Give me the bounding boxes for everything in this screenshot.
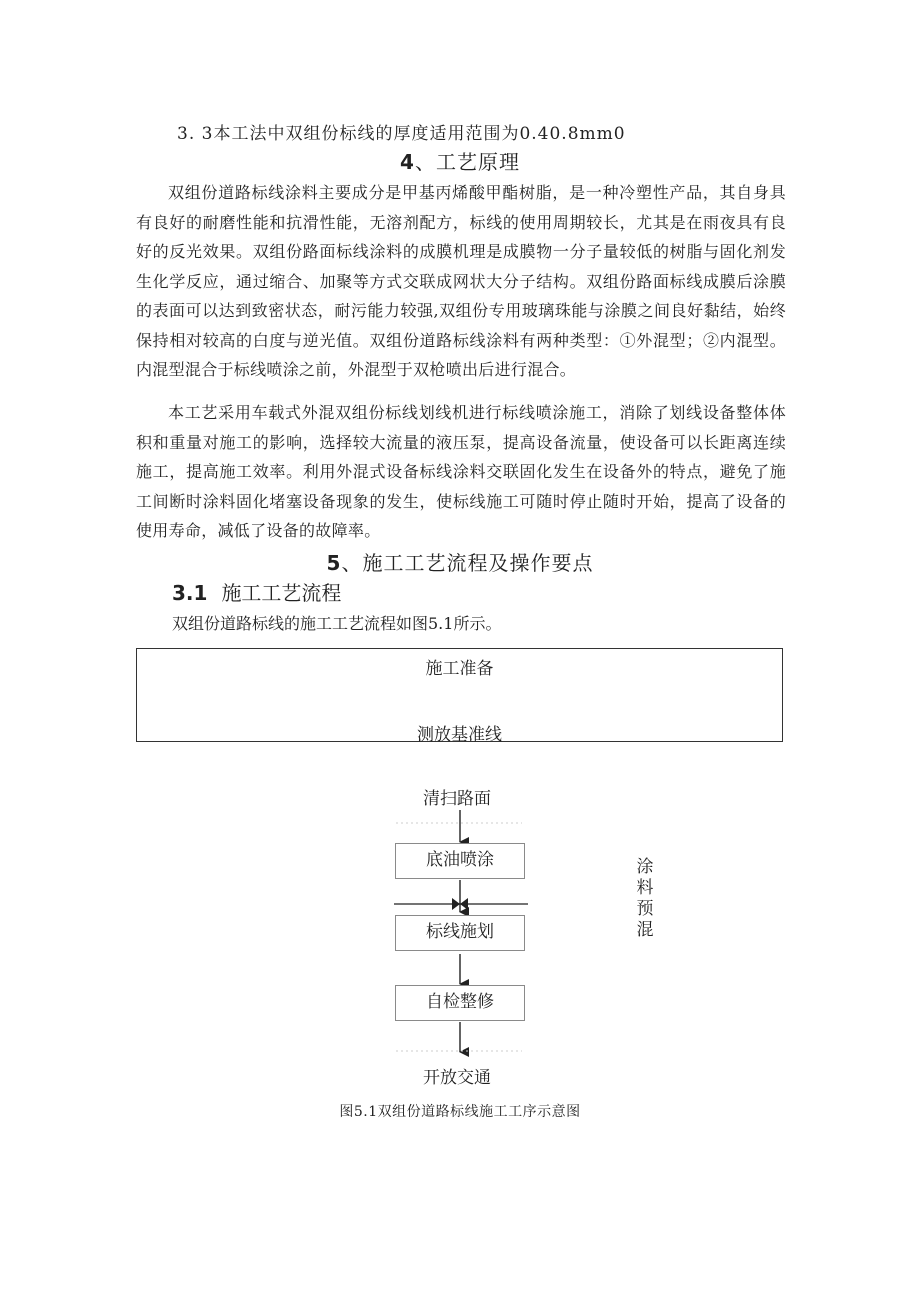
section-4-title: 、工艺原理 [414, 150, 520, 174]
flow-intro-text: 双组份道路标线的施工工艺流程如图5.1所示。 [172, 614, 502, 633]
section-5-title: 、施工工艺流程及操作要点 [341, 551, 594, 575]
paragraph-process-text: 本工艺采用车载式外混双组份标线划线机进行标线喷涂施工，消除了划线设备整体体积和重量对施工的影响，选择较大流量的液压泵，提高设备流量，使设备可以长距离连续施工，提高施工效率。利用外混式设备标线涂料交联固化发生在设备外的特点，避免了施工间断时涂料固化堵塞设备现象的发生，使标线施工可随时停止随时开始，提高了设备的使用寿命，减低了设备的故障率。 [136, 403, 786, 540]
flow-step-clean: 清扫路面 [423, 789, 491, 809]
side-label-premix: 涂料预混 [636, 857, 654, 940]
flow-step-primer: 底油喷涂 [395, 843, 525, 879]
subsection-title: 施工工艺流程 [221, 581, 342, 605]
flow-step-marking: 标线施划 [395, 915, 525, 951]
baseline-label: 测放基准线 [417, 725, 502, 745]
flow-step-inspection: 自检整修 [395, 985, 525, 1021]
section-3-3-text: 3. 3本工法中双组份标线的厚度适用范围为0.40.8mm0 [177, 124, 626, 144]
paragraph-principle-text: 双组份道路标线涂料主要成分是甲基丙烯酸甲酯树脂，是一种冷塑性产品，其自身具有良好的耐磨性能和抗滑性能，无溶剂配方，标线的使用周期较长，尤其是在雨夜具有良好的反光效果。双组份路面标线涂料的成膜机理是成膜物一分子量较低的树脂与固化剂发生化学反应，通过缩合、加聚等方式交联成网状大分子结构。双组份路面标线成膜后涂膜的表面可以达到致密状态，耐污能力较强,双组份专用玻璃珠能与涂膜之间良好黏结，始终保持相对较高的白度与逆光值。双组份道路标线涂料有两种类型：①外混型；②内混型。内混型混合于标线喷涂之前，外混型于双枪喷出后进行混合。 [136, 183, 786, 379]
section-4-number: 4 [400, 150, 415, 174]
subsection-number: 3.1 [172, 581, 208, 605]
figure-caption: 图5.1双组份道路标线施工工序示意图 [339, 1104, 581, 1120]
section-5-number: 5 [326, 551, 342, 575]
preparation-label: 施工准备 [425, 659, 494, 679]
flow-step-open-traffic: 开放交通 [423, 1068, 491, 1088]
